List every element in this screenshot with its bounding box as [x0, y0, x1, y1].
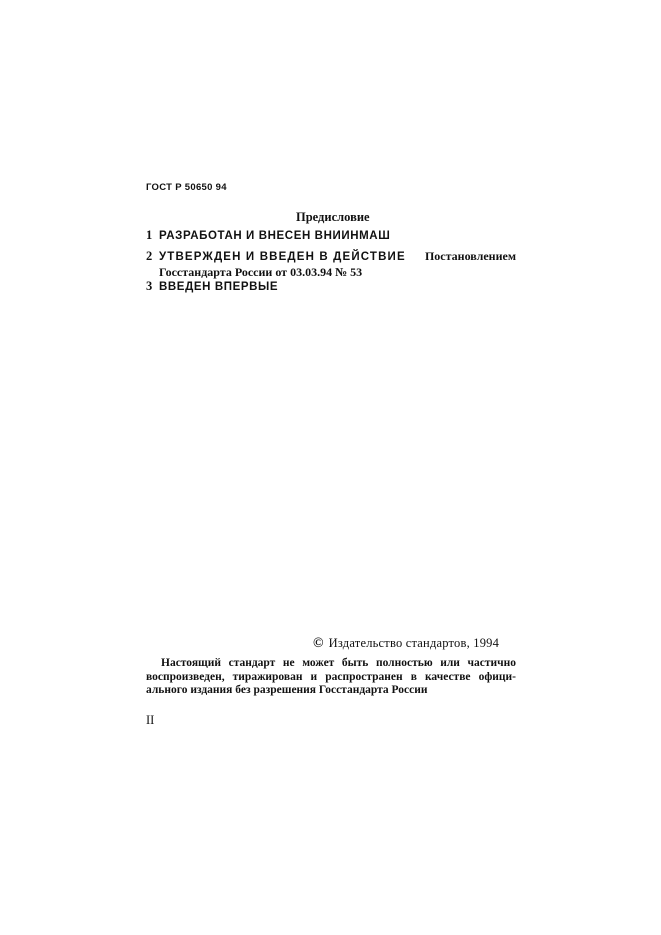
item-number: 1	[146, 228, 153, 242]
page-number: II	[146, 713, 155, 727]
item-continuation: Госстандарта России от 03.03.94 № 53	[159, 265, 363, 279]
notice-line: воспроизведен, тиражирован и распространен в качестве офици-	[146, 670, 516, 683]
item-line	[146, 249, 516, 265]
item-text: РАЗРАБОТАН И ВНЕСЕН ВНИИНМАШ	[159, 230, 391, 242]
document-code: ГОСТ Р 50650 94	[146, 182, 227, 193]
item-number: 2	[146, 249, 153, 263]
item-number: 3	[146, 279, 153, 293]
copyright-line	[313, 636, 499, 652]
reproduction-notice	[146, 657, 516, 698]
copyright-text: Издательство стандартов, 1994	[328, 636, 500, 650]
preface-item-1	[146, 228, 390, 244]
notice-line: Настоящий стандарт не может быть полностью или частично	[161, 657, 516, 669]
preface-title: Предисловие	[296, 210, 370, 224]
item-text-tail: Постановлением	[424, 249, 516, 263]
preface-item-2	[146, 249, 516, 280]
copyright-icon: ©	[313, 636, 324, 651]
preface-item-3	[146, 279, 278, 295]
notice-line: ального издания без разрешения Госстандарта России	[146, 684, 428, 696]
item-text: ВВЕДЕН ВПЕРВЫЕ	[159, 281, 279, 293]
item-text: УТВЕРЖДЕН И ВВЕДЕН В ДЕЙСТВИЕ	[159, 251, 406, 263]
